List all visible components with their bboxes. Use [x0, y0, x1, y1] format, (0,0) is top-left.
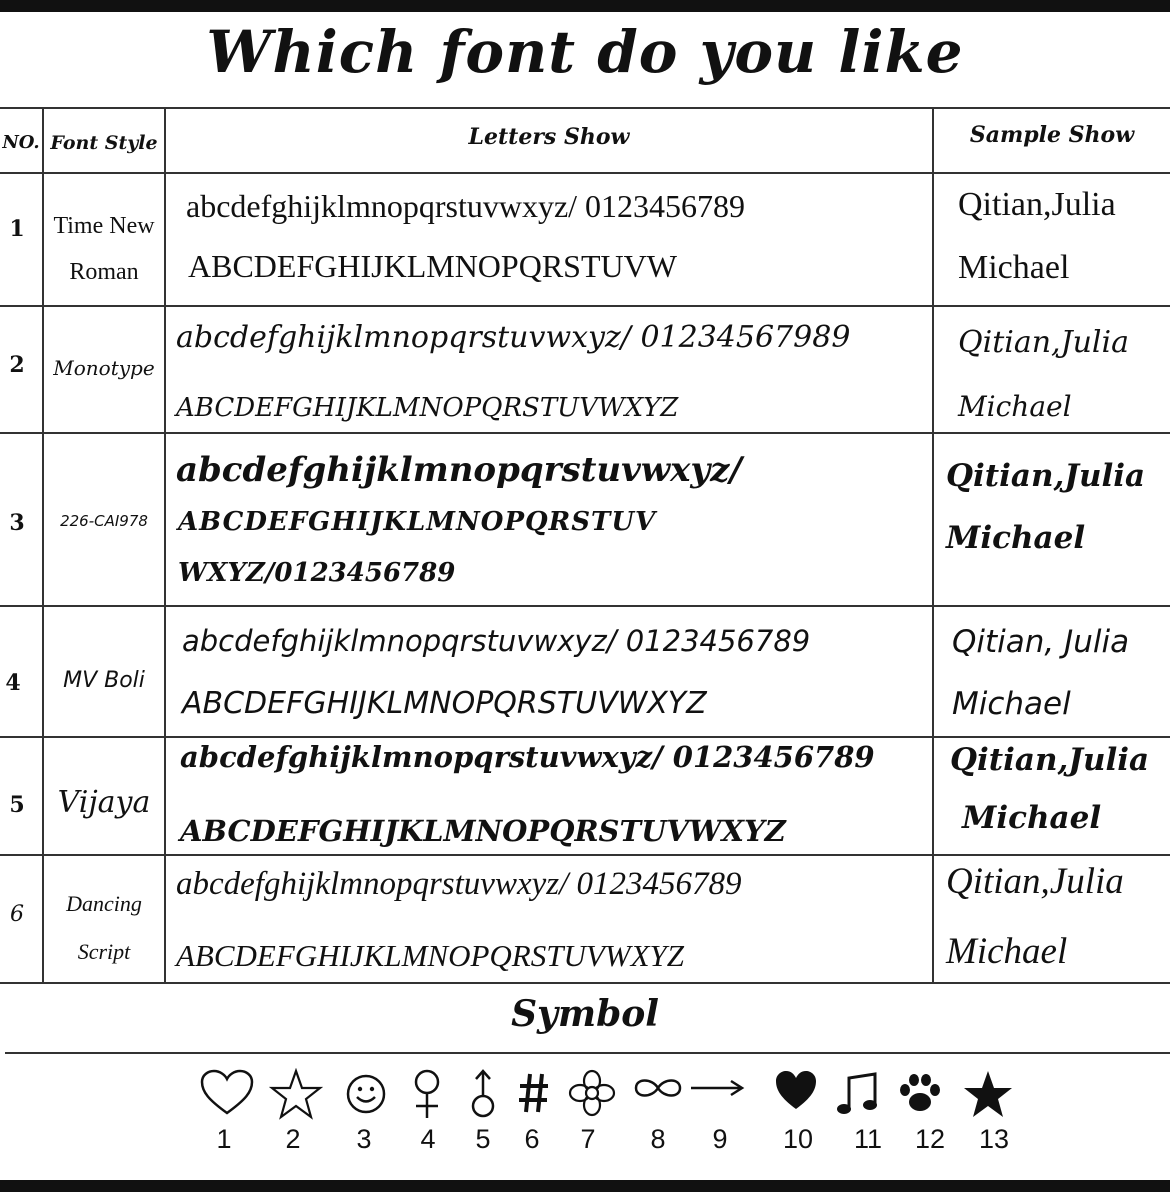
letters-line: ABCDEFGHIJKLMNOPQRSTUVWXYZ	[176, 393, 679, 423]
sample-line: Qitian,Julia	[946, 861, 1124, 902]
sample-line: Michael	[958, 249, 1070, 286]
font-style-name	[45, 356, 163, 380]
hash-icon	[504, 1068, 564, 1118]
header-no: NO.	[2, 132, 40, 153]
letters-line: abcdefghijklmnopqrstuvwxyz/ 0123456789	[180, 740, 875, 774]
font-style-name	[45, 785, 163, 820]
font-style-name	[45, 880, 163, 976]
table-column-rule	[932, 107, 934, 984]
row-number: 3	[9, 510, 25, 536]
header-sample-show: Sample Show	[969, 122, 1135, 148]
sample-line: Qitian,Julia	[946, 458, 1146, 494]
row-number: 6	[10, 902, 24, 927]
letters-line: abcdefghijklmnopqrstuvwxyz/ 0123456789	[176, 866, 742, 902]
symbol-number: 13	[978, 1124, 1010, 1154]
symbol-number: 8	[650, 1124, 666, 1154]
row-number: 4	[5, 670, 21, 696]
symbol-number: 1	[216, 1124, 232, 1154]
letters-line: WXYZ/0123456789	[178, 558, 456, 588]
font-style-line: Monotype	[53, 356, 155, 380]
letters-line: abcdefghijklmnopqrstuvwxyz/	[176, 450, 742, 490]
paw-icon	[890, 1068, 950, 1118]
sample-line: Michael	[952, 686, 1071, 722]
sample-line: Michael	[962, 800, 1102, 836]
table-rule	[0, 107, 1170, 109]
page-title: Which font do you like	[206, 18, 964, 86]
top-border	[0, 0, 1170, 12]
table-rule	[0, 172, 1170, 174]
font-style-line: Dancing	[66, 891, 142, 916]
row-number: 2	[9, 352, 25, 378]
letters-line: abcdefghijklmnopqrstuvwxyz/ 0123456789	[182, 624, 811, 658]
symbol-number: 9	[712, 1124, 728, 1154]
sample-line: Qitian,Julia	[958, 186, 1116, 223]
table-rule	[0, 432, 1170, 434]
sample-line: Qitian,Julia	[950, 742, 1150, 778]
letters-line: ABCDEFGHIJKLMNOPQRSTUVWXYZ	[176, 938, 685, 973]
symbol-number: 10	[782, 1124, 814, 1154]
symbol-divider	[5, 1052, 1170, 1054]
font-style-name	[45, 668, 163, 693]
table-rule	[0, 982, 1170, 984]
arrow-right-icon	[688, 1068, 748, 1108]
letters-line: ABCDEFGHIJKLMNOPQRSTUV	[178, 507, 657, 537]
female-icon	[397, 1068, 457, 1120]
sample-line: Qitian, Julia	[952, 624, 1130, 660]
header-font-style: Font Style	[50, 132, 158, 154]
symbol-title: Symbol	[511, 993, 659, 1035]
sample-line: Qitian,Julia	[958, 325, 1130, 360]
row-number: 1	[9, 216, 25, 242]
symbol-number: 7	[580, 1124, 596, 1154]
symbol-number: 6	[524, 1124, 540, 1154]
row-number: 5	[9, 792, 25, 818]
font-style-line: Vijaya	[57, 785, 151, 820]
smiley-icon	[336, 1068, 396, 1118]
letters-line: ABCDEFGHIJKLMNOPQRSTUVW	[188, 248, 677, 284]
symbol-number: 2	[285, 1124, 301, 1154]
sample-line: Michael	[958, 390, 1072, 423]
sample-line: Michael	[946, 520, 1086, 556]
font-style-line: Script	[77, 939, 131, 964]
font-style-name	[45, 203, 163, 295]
flower-icon	[562, 1068, 622, 1118]
heart-outline-icon	[197, 1068, 257, 1118]
font-style-line: Roman	[69, 259, 139, 285]
table-rule	[0, 605, 1170, 607]
symbol-number: 11	[853, 1124, 883, 1154]
symbol-number: 3	[356, 1124, 372, 1154]
letters-line: ABCDEFGHIJKLMNOPQRSTUVWXYZ	[182, 686, 707, 721]
symbol-number: 4	[420, 1124, 436, 1154]
symbol-number: 5	[475, 1124, 491, 1154]
table-rule	[0, 854, 1170, 856]
font-style-name	[45, 512, 163, 530]
star-filled-icon	[958, 1068, 1018, 1120]
music-note-icon	[828, 1068, 888, 1118]
font-style-line: Time New	[53, 213, 155, 239]
table-column-rule	[42, 107, 44, 984]
table-rule	[0, 305, 1170, 307]
infinity-icon	[628, 1068, 688, 1108]
symbol-number: 12	[914, 1124, 946, 1154]
heart-filled-icon	[766, 1068, 826, 1112]
table-rule	[0, 736, 1170, 738]
header-letters-show: Letters Show	[468, 124, 630, 150]
sample-line: Michael	[946, 931, 1068, 972]
font-style-line: 226-CAI978	[60, 512, 148, 530]
font-style-line: MV Boli	[63, 668, 145, 693]
star-outline-icon	[266, 1068, 326, 1120]
letters-line: ABCDEFGHIJKLMNOPQRSTUVWXYZ	[180, 814, 786, 848]
bottom-border	[0, 1180, 1170, 1192]
letters-line: abcdefghijklmnopqrstuvwxyz/ 0123456789	[186, 188, 746, 224]
letters-line: abcdefghijklmnopqrstuvwxyz/ 01234567989	[176, 320, 851, 355]
table-column-rule	[164, 107, 166, 984]
